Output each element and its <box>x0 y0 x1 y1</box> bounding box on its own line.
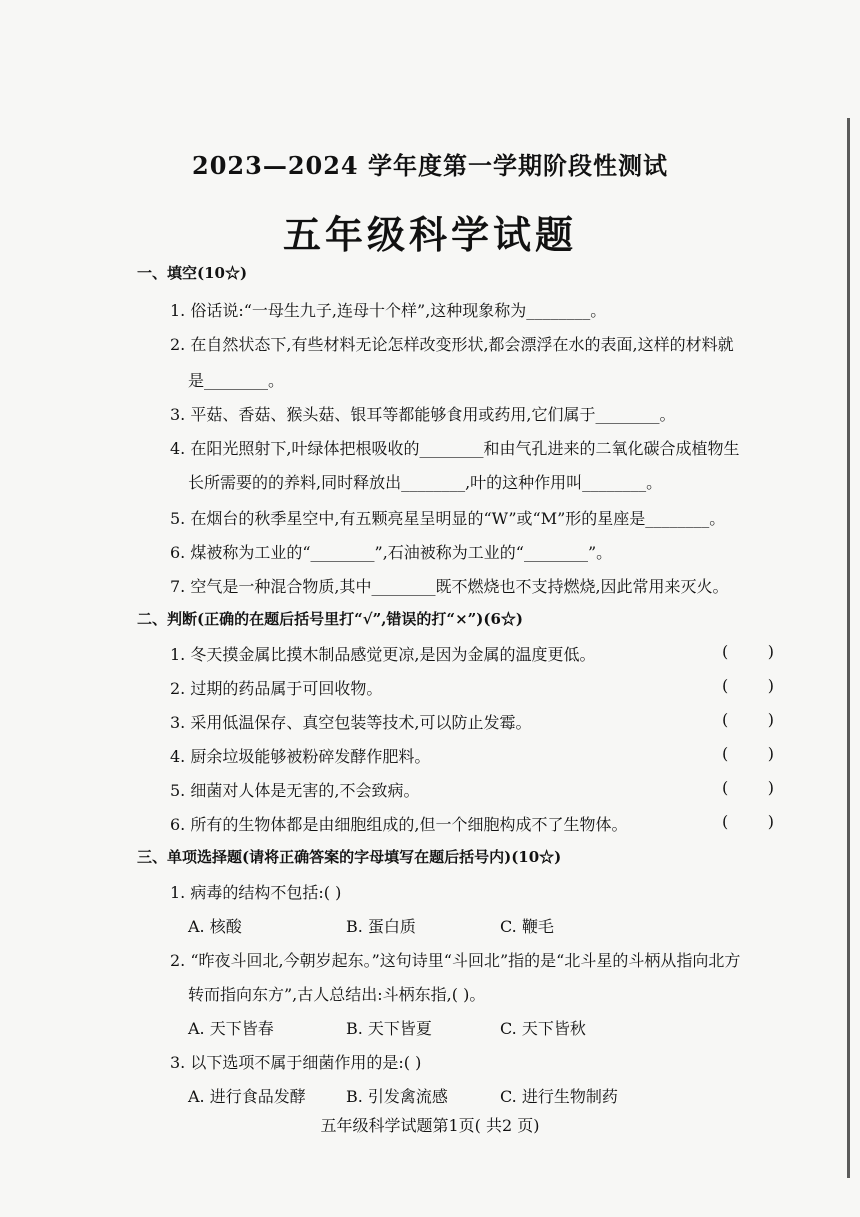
s2-answer-paren-4: ( ) <box>722 744 774 763</box>
s2-item-6: 6. 所有的生物体都是由细胞组成的,但一个细胞构成不了生物体。 <box>170 815 628 834</box>
s3-question-3: 3. 以下选项不属于细菌作用的是:( ) <box>170 1053 422 1072</box>
s2-item-4: 4. 厨余垃圾能够被粉碎发酵作肥料。 <box>170 747 431 766</box>
section1-heading: 一、填空(10☆) <box>137 264 248 282</box>
s3-question-1: 1. 病毒的结构不包括:( ) <box>170 883 342 902</box>
scan-edge-line <box>847 118 850 1178</box>
s1-question-2-line2: 是________。 <box>188 371 285 390</box>
s3-question-2-line1: 2. “昨夜斗回北,今朝岁起东。”这句诗里“斗回北”指的是“北斗星的斗柄从指向北方 <box>170 951 741 970</box>
s2-answer-paren-2: ( ) <box>722 676 774 695</box>
s3-q2-option-b: B. 天下皆夏 <box>346 1019 432 1038</box>
s3-question-2-line2: 转而指向东方”,古人总结出:斗柄东指,( )。 <box>188 985 486 1004</box>
s1-question-2-line1: 2. 在自然状态下,有些材料无论怎样改变形状,都会漂浮在水的表面,这样的材料就 <box>170 335 734 354</box>
s1-question-7: 7. 空气是一种混合物质,其中________既不燃烧也不支持燃烧,因此常用来灭火。 <box>170 577 729 596</box>
s3-q3-option-c: C. 进行生物制药 <box>500 1087 618 1106</box>
s2-answer-paren-3: ( ) <box>722 710 774 729</box>
s3-q3-option-b: B. 引发禽流感 <box>346 1087 448 1106</box>
exam-title: 五年级科学试题 <box>282 213 577 257</box>
s3-q3-option-a: A. 进行食品发酵 <box>188 1087 306 1106</box>
s3-q1-option-c: C. 鞭毛 <box>500 917 554 936</box>
s3-q2-option-c: C. 天下皆秋 <box>500 1019 586 1038</box>
s2-item-2: 2. 过期的药品属于可回收物。 <box>170 679 383 698</box>
s3-q1-option-b: B. 蛋白质 <box>346 917 416 936</box>
s2-item-3: 3. 采用低温保存、真空包装等技术,可以防止发霉。 <box>170 713 532 732</box>
s1-question-6: 6. 煤被称为工业的“________”,石油被称为工业的“________”。 <box>170 543 613 562</box>
s1-question-4-line2: 长所需要的的养料,同时释放出________,叶的这种作用叫________。 <box>188 473 663 492</box>
s2-answer-paren-1: ( ) <box>722 642 774 661</box>
s2-answer-paren-5: ( ) <box>722 778 774 797</box>
page-footer: 五年级科学试题第1页( 共2 页) <box>320 1116 540 1135</box>
s2-item-5: 5. 细菌对人体是无害的,不会致病。 <box>170 781 420 800</box>
section3-heading: 三、单项选择题(请将正确答案的字母填写在题后括号内)(10☆) <box>137 848 562 866</box>
s3-q1-option-a: A. 核酸 <box>188 917 242 936</box>
s1-question-1: 1. 俗话说:“一母生九子,连母十个样”,这种现象称为________。 <box>170 301 607 320</box>
section2-heading: 二、判断(正确的在题后括号里打“√”,错误的打“×”)(6☆) <box>137 610 523 628</box>
exam-header: 2023—2024 学年度第一学期阶段性测试 <box>192 151 668 180</box>
s3-q2-option-a: A. 天下皆春 <box>188 1019 274 1038</box>
s2-item-1: 1. 冬天摸金属比摸木制品感觉更凉,是因为金属的温度更低。 <box>170 645 596 664</box>
s1-question-5: 5. 在烟台的秋季星空中,有五颗亮星呈明显的“W”或“M”形的星座是________。 <box>170 509 726 528</box>
s1-question-4-line1: 4. 在阳光照射下,叶绿体把根吸收的________和由气孔进来的二氧化碳合成植物生 <box>170 439 740 458</box>
s1-question-3: 3. 平菇、香菇、猴头菇、银耳等都能够食用或药用,它们属于________。 <box>170 405 676 424</box>
s2-answer-paren-6: ( ) <box>722 812 774 831</box>
